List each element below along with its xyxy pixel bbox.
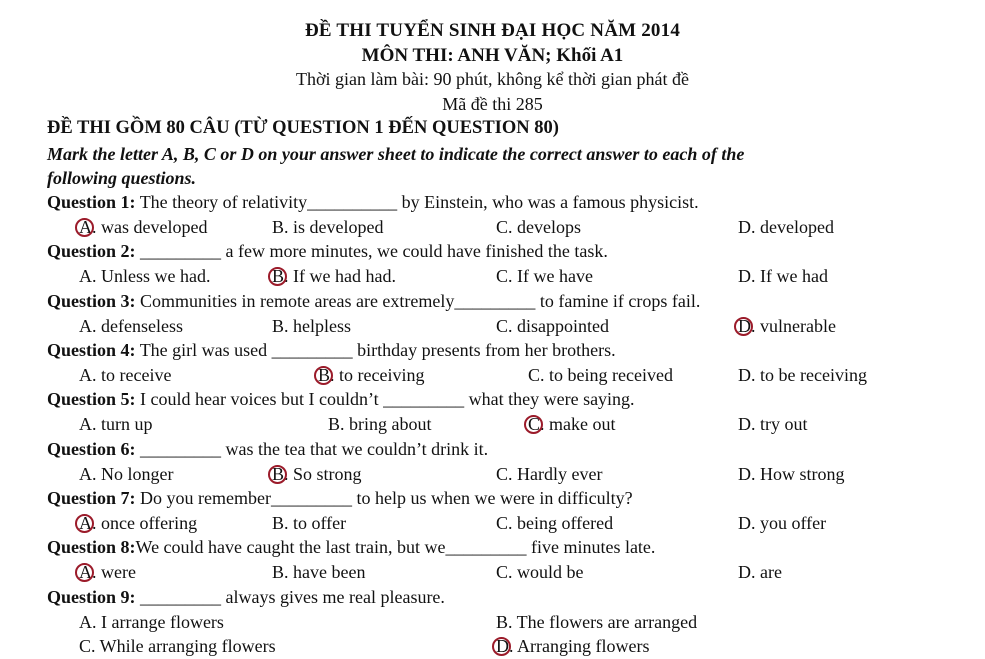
question-text: _________ a few more minutes, we could have finished the task. xyxy=(135,241,608,261)
question-label: Question 6: xyxy=(47,439,136,459)
answer-option-b[interactable]: B. is developed xyxy=(272,217,384,237)
question-text: Do you remember_________ to help us when we were in difficulty? xyxy=(135,488,633,508)
question-6 xyxy=(47,437,488,462)
instruction-line-1: Mark the letter A, B, C or D on your answer sheet to indicate the correct answer to each of the xyxy=(47,144,745,164)
answer-option-a[interactable]: A. was developed xyxy=(79,217,208,237)
answer-option-a[interactable]: A. once offering xyxy=(79,513,198,533)
answer-option-a[interactable]: A. I arrange flowers xyxy=(79,612,224,632)
question-label: Question 4: xyxy=(47,340,136,360)
question-label: Question 2: xyxy=(47,241,136,261)
exam-code: Mã đề thi 285 xyxy=(442,94,543,114)
answer-option-b[interactable]: B. If we had had. xyxy=(272,266,396,286)
answer-option-b[interactable]: B. bring about xyxy=(328,414,432,434)
answer-option-b[interactable]: B. So strong xyxy=(272,464,362,484)
answer-option-d[interactable]: D. How strong xyxy=(738,464,845,484)
question-4 xyxy=(47,338,616,363)
answer-option-a[interactable]: A. Unless we had. xyxy=(79,266,211,286)
answer-option-c[interactable]: C. make out xyxy=(528,414,616,434)
question-text: Communities in remote areas are extremely_________ to famine if crops fail. xyxy=(135,291,701,311)
question-label: Question 5: xyxy=(47,389,136,409)
answer-option-d[interactable]: D. to be receiving xyxy=(738,365,867,385)
question-label: Question 3: xyxy=(47,291,136,311)
question-8 xyxy=(47,535,655,560)
question-2 xyxy=(47,239,608,264)
question-5 xyxy=(47,387,635,412)
question-text: I could hear voices but I couldn’t _________ what they were saying. xyxy=(135,389,635,409)
question-label: Question 1: xyxy=(47,192,136,212)
exam-heading: ĐỀ THI GỒM 80 CÂU (TỪ QUESTION 1 ĐẾN QUESTION 80) xyxy=(47,118,559,138)
answer-option-c[interactable]: C. to being received xyxy=(528,365,673,385)
answer-option-b[interactable]: B. helpless xyxy=(272,316,351,336)
question-label: Question 8: xyxy=(47,537,136,557)
answer-option-d[interactable]: D. If we had xyxy=(738,266,828,286)
answer-option-a[interactable]: A. No longer xyxy=(79,464,174,484)
answer-option-d[interactable]: D. try out xyxy=(738,414,808,434)
answer-option-d[interactable]: D. vulnerable xyxy=(738,316,836,336)
question-text: _________ was the tea that we couldn’t drink it. xyxy=(135,439,489,459)
answer-option-c[interactable]: C. Hardly ever xyxy=(496,464,603,484)
answer-option-d[interactable]: D. you offer xyxy=(738,513,827,533)
question-label: Question 7: xyxy=(47,488,136,508)
answer-option-c[interactable]: C. While arranging flowers xyxy=(79,636,276,656)
answer-option-b[interactable]: B. The flowers are arranged xyxy=(496,612,698,632)
question-text: The theory of relativity__________ by Einstein, who was a famous physicist. xyxy=(135,192,699,212)
question-text: _________ always gives me real pleasure. xyxy=(135,587,445,607)
answer-option-c[interactable]: C. would be xyxy=(496,562,584,582)
question-label: Question 9: xyxy=(47,587,136,607)
answer-option-c[interactable]: C. disappointed xyxy=(496,316,609,336)
answer-option-d[interactable]: D. Arranging flowers xyxy=(496,636,650,656)
answer-option-b[interactable]: B. to receiving xyxy=(318,365,425,385)
question-text: We could have caught the last train, but we_________ five minutes late. xyxy=(135,537,656,557)
answer-option-b[interactable]: B. to offer xyxy=(272,513,347,533)
instruction-line-2: following questions. xyxy=(47,168,197,188)
exam-title: ĐỀ THI TUYỂN SINH ĐẠI HỌC NĂM 2014 xyxy=(304,20,681,41)
question-3 xyxy=(47,289,700,314)
answer-option-a[interactable]: A. to receive xyxy=(79,365,172,385)
question-text: The girl was used _________ birthday presents from her brothers. xyxy=(135,340,616,360)
answer-option-c[interactable]: C. If we have xyxy=(496,266,593,286)
exam-subject: MÔN THI: ANH VĂN; Khối A1 xyxy=(361,45,624,66)
question-9 xyxy=(47,585,445,610)
answer-option-d[interactable]: D. are xyxy=(738,562,782,582)
answer-option-b[interactable]: B. have been xyxy=(272,562,366,582)
answer-option-a[interactable]: A. turn up xyxy=(79,414,153,434)
answer-option-c[interactable]: C. being offered xyxy=(496,513,614,533)
question-7 xyxy=(47,486,633,511)
answer-option-a[interactable]: A. were xyxy=(79,562,136,582)
answer-option-c[interactable]: C. develops xyxy=(496,217,581,237)
question-1 xyxy=(47,190,699,215)
answer-option-d[interactable]: D. developed xyxy=(738,217,834,237)
exam-time: Thời gian làm bài: 90 phút, không kể thời gian phát đề xyxy=(296,69,689,89)
answer-option-a[interactable]: A. defenseless xyxy=(79,316,183,336)
